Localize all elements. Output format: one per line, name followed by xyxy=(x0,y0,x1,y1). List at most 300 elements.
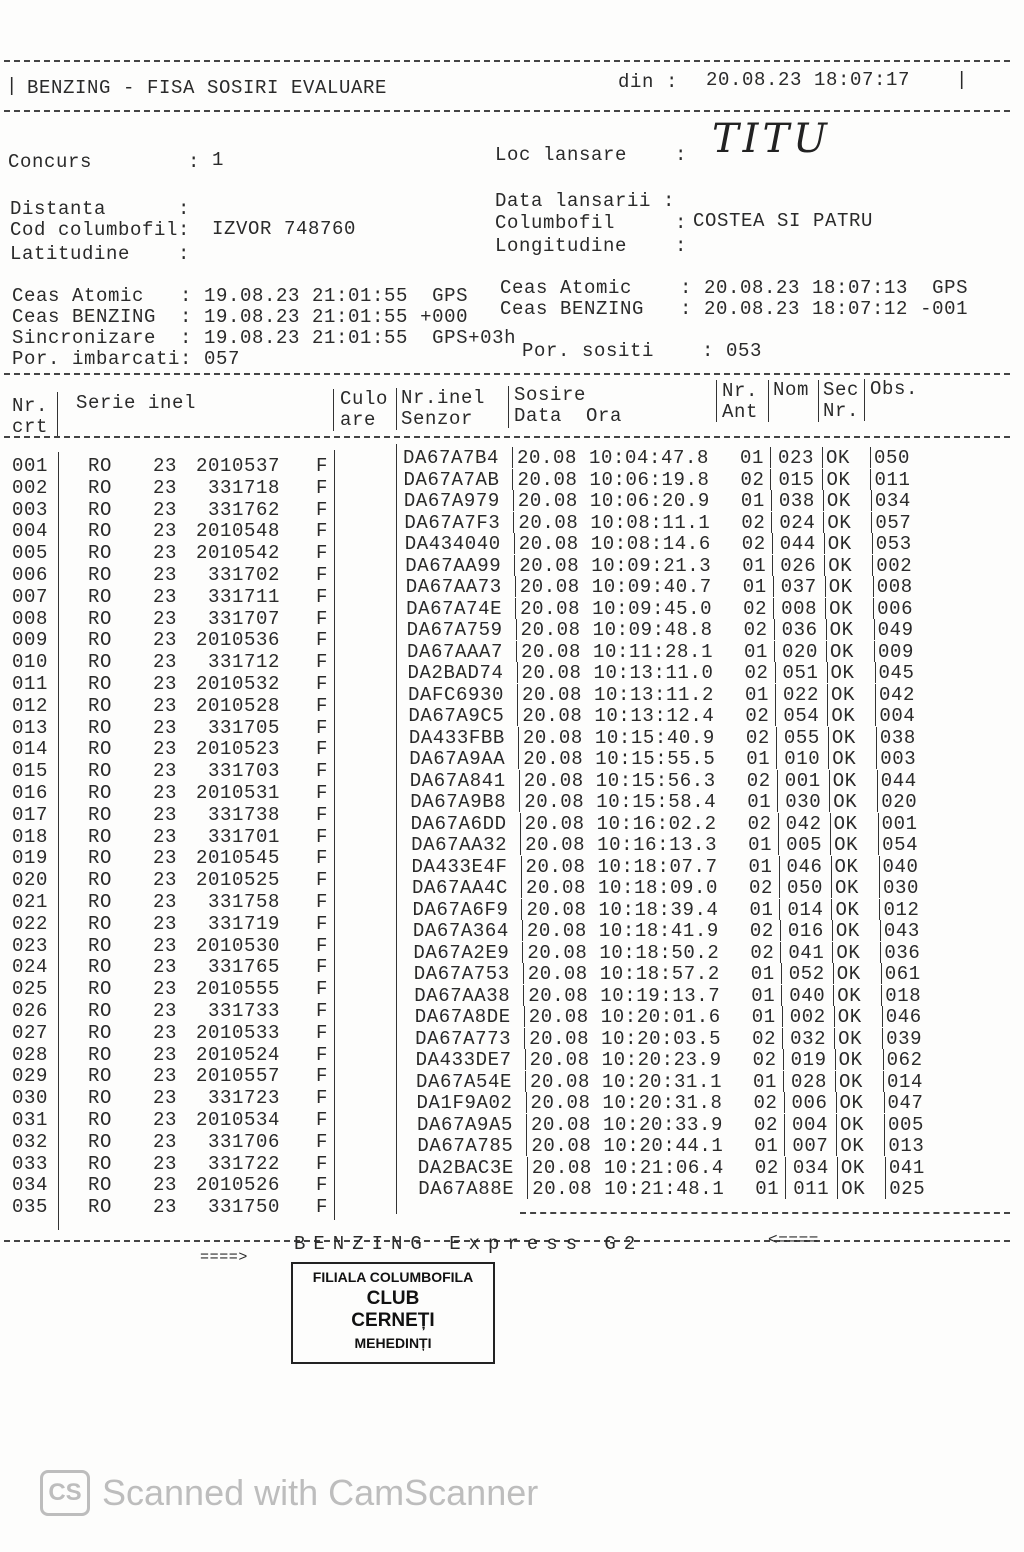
cell-country: RO xyxy=(88,847,113,870)
column-divider xyxy=(824,533,825,554)
column-divider xyxy=(517,705,518,726)
report-datetime: 20.08.23 18:07:17 xyxy=(706,69,911,91)
cell-sensor: DA67A759 xyxy=(406,619,503,641)
cell-date: 20.08 xyxy=(519,576,580,598)
cell-color: F xyxy=(316,978,329,1001)
cell-sensor: DA67A753 xyxy=(413,963,510,985)
column-divider xyxy=(514,555,515,576)
cell-sec: OK xyxy=(837,1006,862,1028)
stamp-line: CERNEȚI xyxy=(351,1310,435,1331)
cell-time: 10:15:40.9 xyxy=(594,726,715,749)
cell-date: 20.08 xyxy=(529,1049,590,1071)
header-nr: Nr. xyxy=(12,395,49,417)
column-divider xyxy=(772,555,773,576)
cell-time: 10:20:03.5 xyxy=(601,1027,722,1050)
cell-sec: OK xyxy=(836,963,861,985)
column-divider xyxy=(526,1114,527,1135)
cell-sec: OK xyxy=(834,855,859,878)
cell-nr: 006 xyxy=(12,564,49,586)
sincronizare: Sincronizare : 19.08.23 21:01:55 GPS+03h xyxy=(12,327,517,349)
column-divider xyxy=(832,942,833,963)
cell-nr: 029 xyxy=(12,1065,49,1088)
cell-sensor: DA67A841 xyxy=(409,769,506,792)
cell-nom: 008 xyxy=(781,597,818,620)
cell-country: RO xyxy=(88,1065,113,1088)
cell-nom: 019 xyxy=(790,1049,827,1071)
cell-ant: 01 xyxy=(751,1006,776,1028)
cell-time: 10:16:13.3 xyxy=(597,834,718,856)
cell-time: 10:20:01.6 xyxy=(600,1006,721,1028)
cell-ant: 01 xyxy=(740,447,765,469)
cell-date: 20.08 xyxy=(517,447,578,469)
cell-sec: OK xyxy=(826,447,851,469)
ceas-benzing-right: Ceas BENZING : 20.08.23 18:07:12 -001 xyxy=(500,298,969,320)
cell-color: F xyxy=(316,1000,329,1022)
column-divider xyxy=(771,512,772,533)
column-divider xyxy=(519,770,520,791)
cell-sec: OK xyxy=(832,748,857,770)
column-divider xyxy=(834,1006,835,1027)
column-divider xyxy=(524,1028,525,1049)
cell-time: 10:18:07.7 xyxy=(597,855,718,878)
cell-year: 23 xyxy=(153,1087,178,1110)
cell-nom: 016 xyxy=(787,920,824,942)
column-divider xyxy=(513,512,514,533)
cell-year: 23 xyxy=(153,629,178,652)
column-divider xyxy=(830,834,831,855)
cell-ant: 02 xyxy=(754,1156,779,1179)
column-divider xyxy=(519,791,520,812)
cell-date: 20.08 xyxy=(531,1135,592,1157)
cell-nr: 024 xyxy=(12,956,49,979)
cell-nom: 014 xyxy=(787,898,824,921)
cell-sensor: DA67AAA7 xyxy=(407,640,504,663)
column-divider xyxy=(827,705,828,726)
cell-color: F xyxy=(316,629,329,652)
cell-obs: 011 xyxy=(874,468,911,491)
cell-year: 23 xyxy=(153,934,178,957)
cell-color: F xyxy=(316,1152,329,1175)
cell-ant: 02 xyxy=(752,1049,777,1071)
column-divider xyxy=(879,856,880,877)
cell-sensor: DA67A6DD xyxy=(410,812,507,835)
column-divider xyxy=(778,813,779,834)
cell-nr: 032 xyxy=(12,1130,49,1153)
cell-nom: 050 xyxy=(787,877,824,899)
cell-serial: 331723 xyxy=(207,1087,280,1110)
cell-time: 10:08:14.6 xyxy=(590,533,711,555)
column-divider xyxy=(521,856,522,877)
cell-sec: OK xyxy=(837,984,862,1007)
ceas-atomic-left: Ceas Atomic : 19.08.23 21:01:55 GPS xyxy=(12,285,469,307)
cell-nom: 002 xyxy=(789,1006,826,1028)
cell-serial: 2010524 xyxy=(195,1043,280,1066)
cell-obs: 025 xyxy=(889,1178,926,1200)
cell-date: 20.08 xyxy=(522,726,583,749)
cell-obs: 054 xyxy=(882,834,919,856)
cell-date: 20.08 xyxy=(528,984,589,1007)
cell-obs: 009 xyxy=(878,640,915,663)
cell-sec: OK xyxy=(831,726,856,749)
cell-nr: 026 xyxy=(12,1000,49,1022)
cell-sensor: DA67AA38 xyxy=(414,984,511,1007)
cell-date: 20.08 xyxy=(532,1178,593,1200)
column-divider xyxy=(782,1028,783,1049)
cell-serial: 331712 xyxy=(207,651,280,674)
header-culoare: Culo xyxy=(340,388,389,410)
cell-year: 23 xyxy=(153,760,178,783)
cell-color: F xyxy=(316,1196,329,1219)
column-divider xyxy=(829,791,830,812)
column-divider xyxy=(522,920,523,941)
column-divider xyxy=(884,1114,885,1135)
cell-serial: 331762 xyxy=(207,498,280,521)
column-divider xyxy=(875,662,876,683)
table-row xyxy=(0,511,1024,543)
cell-country: RO xyxy=(88,694,113,717)
column-divider xyxy=(520,834,521,855)
column-divider xyxy=(523,963,524,984)
cell-date: 20.08 xyxy=(530,1113,591,1136)
cell-obs: 012 xyxy=(883,898,920,921)
cell-sensor: DA1F9A02 xyxy=(416,1092,513,1114)
column-divider xyxy=(525,1071,526,1092)
cell-country: RO xyxy=(88,934,113,957)
cell-time: 10:11:28.1 xyxy=(593,640,714,663)
cell-date: 20.08 xyxy=(524,812,585,835)
cell-sec: OK xyxy=(840,1135,865,1157)
cell-time: 10:18:41.9 xyxy=(598,920,719,942)
divider xyxy=(520,1212,1010,1214)
distanta-label: Distanta : xyxy=(10,198,191,220)
cell-sensor: DA67A54E xyxy=(416,1070,513,1093)
column-divider xyxy=(781,985,782,1006)
cell-time: 10:18:50.2 xyxy=(599,941,720,964)
cell-nom: 011 xyxy=(793,1178,830,1200)
column-divider xyxy=(782,1006,783,1027)
cell-nr: 015 xyxy=(12,760,49,783)
cell-time: 10:20:31.1 xyxy=(602,1070,723,1093)
cell-ant: 02 xyxy=(741,533,766,555)
cell-nom: 006 xyxy=(791,1092,828,1114)
cell-time: 10:21:48.1 xyxy=(604,1178,725,1200)
header-senzor: Senzor xyxy=(401,408,474,430)
column-divider xyxy=(518,727,519,748)
column-divider xyxy=(526,1135,527,1156)
column-divider xyxy=(516,641,517,662)
cell-year: 23 xyxy=(153,1196,178,1219)
cell-sec: OK xyxy=(836,941,861,964)
cell-sec: OK xyxy=(826,468,851,491)
cell-sec: OK xyxy=(831,705,856,727)
cell-sec: OK xyxy=(833,791,858,813)
cell-year: 23 xyxy=(153,912,178,935)
cell-color: F xyxy=(316,585,329,608)
cell-sensor: DA434040 xyxy=(404,533,501,555)
cell-obs: 002 xyxy=(876,554,913,577)
column-divider xyxy=(770,469,771,490)
cell-sensor: DA67A9B8 xyxy=(410,791,507,813)
cell-serial: 2010534 xyxy=(195,1109,280,1131)
cell-serial: 331702 xyxy=(207,564,280,586)
cell-serial: 331719 xyxy=(207,912,280,935)
column-divider xyxy=(827,684,828,705)
column-divider xyxy=(773,576,774,597)
cell-sec: OK xyxy=(826,490,851,512)
cell-serial: 2010528 xyxy=(195,694,280,717)
column-divider xyxy=(880,942,881,963)
cell-serial: 331705 xyxy=(207,716,280,739)
cell-sensor: DA433E4F xyxy=(411,855,508,878)
column-divider xyxy=(770,447,771,468)
cell-year: 23 xyxy=(153,607,178,630)
cell-serial: 2010523 xyxy=(195,738,280,761)
cell-country: RO xyxy=(88,520,113,543)
divider xyxy=(4,110,1010,112)
cell-sec: OK xyxy=(830,683,855,706)
cell-serial: 2010545 xyxy=(195,847,280,870)
column-divider xyxy=(784,1092,785,1113)
header-culoare-2: are xyxy=(340,409,377,431)
watermark-text: Scanned with CamScanner xyxy=(102,1472,539,1513)
column-divider xyxy=(881,963,882,984)
cell-time: 10:13:12.4 xyxy=(594,705,715,727)
cell-date: 20.08 xyxy=(520,597,581,620)
cell-nom: 030 xyxy=(785,791,822,813)
cell-ant: 02 xyxy=(746,769,771,792)
cell-sensor: DA67A74E xyxy=(406,597,503,620)
cell-year: 23 xyxy=(153,673,178,695)
table-row xyxy=(0,554,1024,586)
cell-color: F xyxy=(316,1065,329,1088)
column-divider xyxy=(870,469,871,490)
cell-sensor: DA433FBB xyxy=(408,726,505,749)
cell-obs: 013 xyxy=(888,1135,925,1157)
cell-nr: 023 xyxy=(12,934,49,957)
divider xyxy=(4,436,1010,438)
cell-year: 23 xyxy=(153,847,178,870)
cell-year: 23 xyxy=(153,738,178,761)
column-divider xyxy=(771,490,772,511)
cell-country: RO xyxy=(88,629,113,652)
footer-arrow-left: ====> xyxy=(200,1249,249,1266)
header-data-ora: Data Ora xyxy=(514,405,623,427)
cell-time: 10:18:57.2 xyxy=(599,963,720,985)
column-divider xyxy=(877,791,878,812)
cell-time: 10:08:11.1 xyxy=(590,511,711,534)
cell-nr: 007 xyxy=(12,585,49,608)
column-divider xyxy=(779,877,780,898)
column-divider xyxy=(772,533,773,554)
column-divider xyxy=(777,770,778,791)
cell-ant: 01 xyxy=(755,1178,780,1200)
column-divider xyxy=(783,1071,784,1092)
cell-ant: 02 xyxy=(743,619,768,641)
cell-time: 10:15:58.4 xyxy=(596,791,717,813)
column-divider xyxy=(517,684,518,705)
column-divider xyxy=(514,533,515,554)
cell-country: RO xyxy=(88,542,113,565)
cell-sensor: DA67A7AB xyxy=(403,468,500,491)
cell-ant: 02 xyxy=(745,726,770,749)
data-lansarii-label: Data lansarii : xyxy=(495,190,676,212)
cell-obs: 040 xyxy=(882,855,919,878)
cell-country: RO xyxy=(88,716,113,739)
column-divider xyxy=(520,813,521,834)
cell-serial: 331750 xyxy=(207,1196,280,1219)
column-divider xyxy=(516,619,517,640)
cell-nom: 026 xyxy=(780,554,817,577)
cell-nr: 019 xyxy=(12,847,49,870)
cell-year: 23 xyxy=(153,716,178,739)
cell-serial: 331722 xyxy=(207,1152,280,1175)
cell-nr: 012 xyxy=(12,694,49,717)
cell-date: 20.08 xyxy=(526,877,587,899)
cell-nom: 024 xyxy=(779,511,816,534)
cell-sec: OK xyxy=(839,1092,864,1114)
cell-obs: 039 xyxy=(886,1027,923,1050)
cell-color: F xyxy=(316,673,329,695)
cell-nr: 021 xyxy=(12,891,49,913)
cell-country: RO xyxy=(88,1021,113,1044)
cell-obs: 049 xyxy=(877,619,914,641)
cell-date: 20.08 xyxy=(517,468,578,491)
cell-year: 23 xyxy=(153,978,178,1001)
cell-year: 23 xyxy=(153,1130,178,1153)
cell-country: RO xyxy=(88,651,113,674)
cell-ant: 01 xyxy=(744,640,769,663)
divider xyxy=(4,60,1010,62)
column-divider xyxy=(513,490,514,511)
cell-country: RO xyxy=(88,1000,113,1022)
divider xyxy=(4,373,1010,375)
cod-label: Cod columbofil: xyxy=(10,219,191,241)
cell-nr: 031 xyxy=(12,1109,49,1131)
cell-nom: 005 xyxy=(786,834,823,856)
cell-sensor: DA67A2E9 xyxy=(413,941,510,964)
column-divider xyxy=(874,619,875,640)
longitudine-label: Longitudine : xyxy=(495,235,688,257)
cell-ant: 02 xyxy=(740,468,765,491)
cell-year: 23 xyxy=(153,869,178,892)
cell-obs: 018 xyxy=(885,984,922,1007)
header-obs: Obs. xyxy=(870,378,919,400)
column-divider xyxy=(872,555,873,576)
concurs-label: Concurs : xyxy=(8,151,201,173)
cell-sec: OK xyxy=(835,920,860,942)
header-nr-ant: Nr. xyxy=(722,380,759,402)
cell-ant: 01 xyxy=(754,1135,779,1157)
cell-serial: 2010557 xyxy=(195,1065,280,1088)
cell-year: 23 xyxy=(153,498,178,521)
cell-obs: 005 xyxy=(887,1113,924,1136)
column-divider xyxy=(835,1049,836,1070)
column-divider xyxy=(836,1114,837,1135)
column-divider xyxy=(877,770,878,791)
cell-obs: 047 xyxy=(887,1092,924,1114)
column-divider xyxy=(527,1178,528,1199)
column-divider xyxy=(878,834,879,855)
column-divider xyxy=(835,1071,836,1092)
cell-sensor: DA67AA32 xyxy=(411,834,508,856)
cell-serial: 2010532 xyxy=(195,673,280,695)
cell-time: 10:20:33.9 xyxy=(602,1113,723,1136)
cell-country: RO xyxy=(88,891,113,913)
column-divider xyxy=(885,1157,886,1178)
cell-time: 10:04:47.8 xyxy=(589,447,710,469)
cell-color: F xyxy=(316,760,329,783)
cell-ant: 01 xyxy=(746,748,771,770)
cell-color: F xyxy=(316,498,329,521)
cell-serial: 2010531 xyxy=(195,782,280,804)
cell-date: 20.08 xyxy=(519,554,580,577)
cell-ant: 01 xyxy=(748,834,773,856)
column-divider xyxy=(828,727,829,748)
column-divider xyxy=(524,1006,525,1027)
cell-nr: 014 xyxy=(12,738,49,761)
cell-year: 23 xyxy=(153,803,178,826)
cell-nr: 009 xyxy=(12,629,49,652)
column-divider xyxy=(822,469,823,490)
column-divider xyxy=(779,899,780,920)
cell-country: RO xyxy=(88,1130,113,1153)
cell-sec: OK xyxy=(839,1113,864,1136)
column-divider xyxy=(777,791,778,812)
cell-obs: 050 xyxy=(874,447,911,469)
column-divider xyxy=(776,727,777,748)
cell-sec: OK xyxy=(829,619,854,641)
column-divider xyxy=(521,877,522,898)
cell-ant: 01 xyxy=(742,554,767,577)
cell-serial: 2010526 xyxy=(195,1174,280,1197)
cell-country: RO xyxy=(88,585,113,608)
cell-date: 20.08 xyxy=(523,748,584,770)
cell-color: F xyxy=(316,869,329,892)
stamp-line: CLUB xyxy=(366,1288,420,1309)
column-divider xyxy=(826,619,827,640)
cell-date: 20.08 xyxy=(527,941,588,964)
cell-sensor: DA67A7B4 xyxy=(403,447,500,469)
cell-time: 10:15:55.5 xyxy=(595,748,716,770)
header-ant: Ant xyxy=(722,401,759,423)
cell-nr: 027 xyxy=(12,1021,49,1044)
cell-obs: 046 xyxy=(885,1006,922,1028)
column-divider xyxy=(518,748,519,769)
cell-color: F xyxy=(316,847,329,870)
cell-obs: 001 xyxy=(881,812,918,835)
cell-ant: 02 xyxy=(752,1027,777,1050)
column-divider xyxy=(527,1157,528,1178)
column-divider xyxy=(776,748,777,769)
cell-color: F xyxy=(316,1021,329,1044)
cell-year: 23 xyxy=(153,956,178,979)
column-divider xyxy=(523,985,524,1006)
cell-ant: 01 xyxy=(753,1070,778,1093)
cell-time: 10:13:11.0 xyxy=(593,662,714,684)
cell-nr: 033 xyxy=(12,1152,49,1175)
cell-nr: 018 xyxy=(12,825,49,848)
cell-nr: 020 xyxy=(12,869,49,892)
column-divider xyxy=(775,684,776,705)
cell-color: F xyxy=(316,455,329,477)
cell-nom: 051 xyxy=(782,662,819,684)
cell-nom: 034 xyxy=(792,1156,829,1179)
cell-date: 20.08 xyxy=(526,898,587,921)
column-divider xyxy=(521,899,522,920)
cell-year: 23 xyxy=(153,542,178,565)
cell-sec: OK xyxy=(839,1070,864,1093)
column-divider xyxy=(831,856,832,877)
